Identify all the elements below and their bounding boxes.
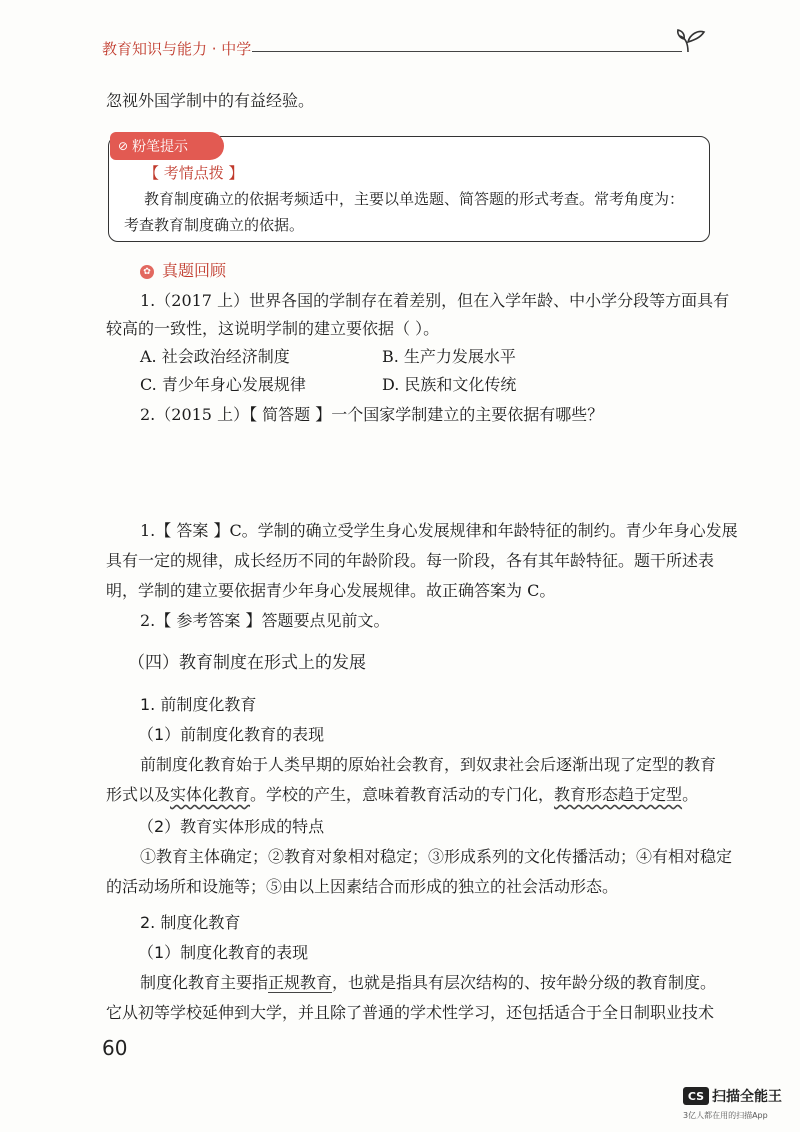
question-1-line-1: 1.（2017 上）世界各国的学制存在着差别，但在入学年龄、中小学分段等方面具有: [140, 291, 730, 310]
option-a: A. 社会政治经济制度: [140, 347, 290, 366]
page-number: 60: [102, 1036, 128, 1060]
question-1-line-2: 较高的一致性，这说明学制的建立要依据（ ）。: [106, 319, 440, 338]
tip-label-text: 粉笔提示: [132, 139, 189, 155]
tip-label: [110, 132, 224, 160]
p1-highlight-form-stabilized: 教育形态趋于定型: [554, 785, 683, 804]
p1-text-e: 。: [682, 785, 699, 804]
subsection-1-1-title: （1）前制度化教育的表现: [138, 725, 325, 744]
paragraph-3-line-1: [140, 972, 716, 994]
answer-2: 2.【 参考答案 】答题要点见前文。: [140, 611, 390, 630]
option-d: D. 民族和文化传统: [382, 375, 517, 394]
tip-body-line-2: 考查教育制度确立的依据。: [124, 216, 305, 234]
answer-1-line-3: 明，学制的建立要依据青少年身心发展规律。故正确答案为 C。: [106, 581, 556, 600]
sprout-icon: [674, 24, 710, 56]
subsection-1-title: 1. 前制度化教育: [140, 695, 257, 714]
p3-text-c: ，也就是指具有层次结构的、按年龄分级的教育制度。: [332, 973, 717, 992]
p1-highlight-entity-education: 实体化教育: [170, 785, 251, 804]
tip-subhead: 【 考情点拨 】: [144, 164, 244, 182]
review-heading: [140, 260, 226, 282]
subsection-1-2-title: （2）教育实体形成的特点: [138, 817, 325, 836]
p3-highlight-formal-education: 正规教育: [268, 973, 333, 992]
p1-text-c: 。学校的产生，意味着教育活动的专门化，: [250, 785, 555, 804]
option-c: C. 青少年身心发展规律: [140, 375, 306, 394]
subsection-2-title: 2. 制度化教育: [140, 913, 241, 932]
answer-1-line-2: 具有一定的规律，成长经历不同的年龄阶段。每一阶段，各有其年龄特征。题干所述表: [106, 551, 715, 570]
paragraph-3-line-2: 它从初等学校延伸到大学，并且除了普通的学术性学习，还包括适合于全日制职业技术: [106, 1003, 715, 1022]
paragraph-1-line-2: [106, 784, 698, 806]
review-title: 真题回顾: [162, 261, 227, 280]
p3-text-a: 制度化教育主要指: [140, 973, 269, 992]
paragraph-2-line-2: 的活动场所和设施等；⑤由以上因素结合而形成的独立的社会活动形态。: [106, 877, 619, 896]
subsection-2-1-title: （1）制度化教育的表现: [138, 943, 309, 962]
paragraph-1-line-1: 前制度化教育始于人类早期的原始社会教育，到奴隶社会后逐渐出现了定型的教育: [140, 755, 717, 774]
tip-body-line-1: 教育制度确立的依据考频适中，主要以单选题、简答题的形式考查。常考角度为：: [144, 190, 685, 208]
intro-line: 忽视外国学制中的有益经验。: [106, 91, 315, 110]
flower-icon: ✿: [140, 265, 154, 279]
scanner-app-name: 扫描全能王: [712, 1089, 782, 1105]
scanner-logo: CS: [683, 1087, 709, 1105]
scanner-tagline: 3亿人都在用的扫描App: [683, 1111, 768, 1120]
header-rule: [252, 51, 682, 52]
p1-text-a: 形式以及: [106, 785, 171, 804]
section-title: （四）教育制度在形式上的发展: [128, 653, 366, 673]
answer-1-line-1: 1.【 答案 】C。学制的确立受学生身心发展规律和年龄特征的制约。青少年身心发展: [140, 521, 738, 540]
question-2: 2.（2015 上）【 简答题 】一个国家学制建立的主要依据有哪些？: [140, 405, 604, 424]
running-header-title: 教育知识与能力 · 中学: [102, 40, 252, 58]
option-b: B. 生产力发展水平: [382, 347, 516, 366]
no-symbol-icon: ⊘: [118, 139, 129, 153]
paragraph-2-line-1: ①教育主体确定；②教育对象相对稳定；③形成系列的文化传播活动；④有相对稳定: [140, 847, 733, 866]
